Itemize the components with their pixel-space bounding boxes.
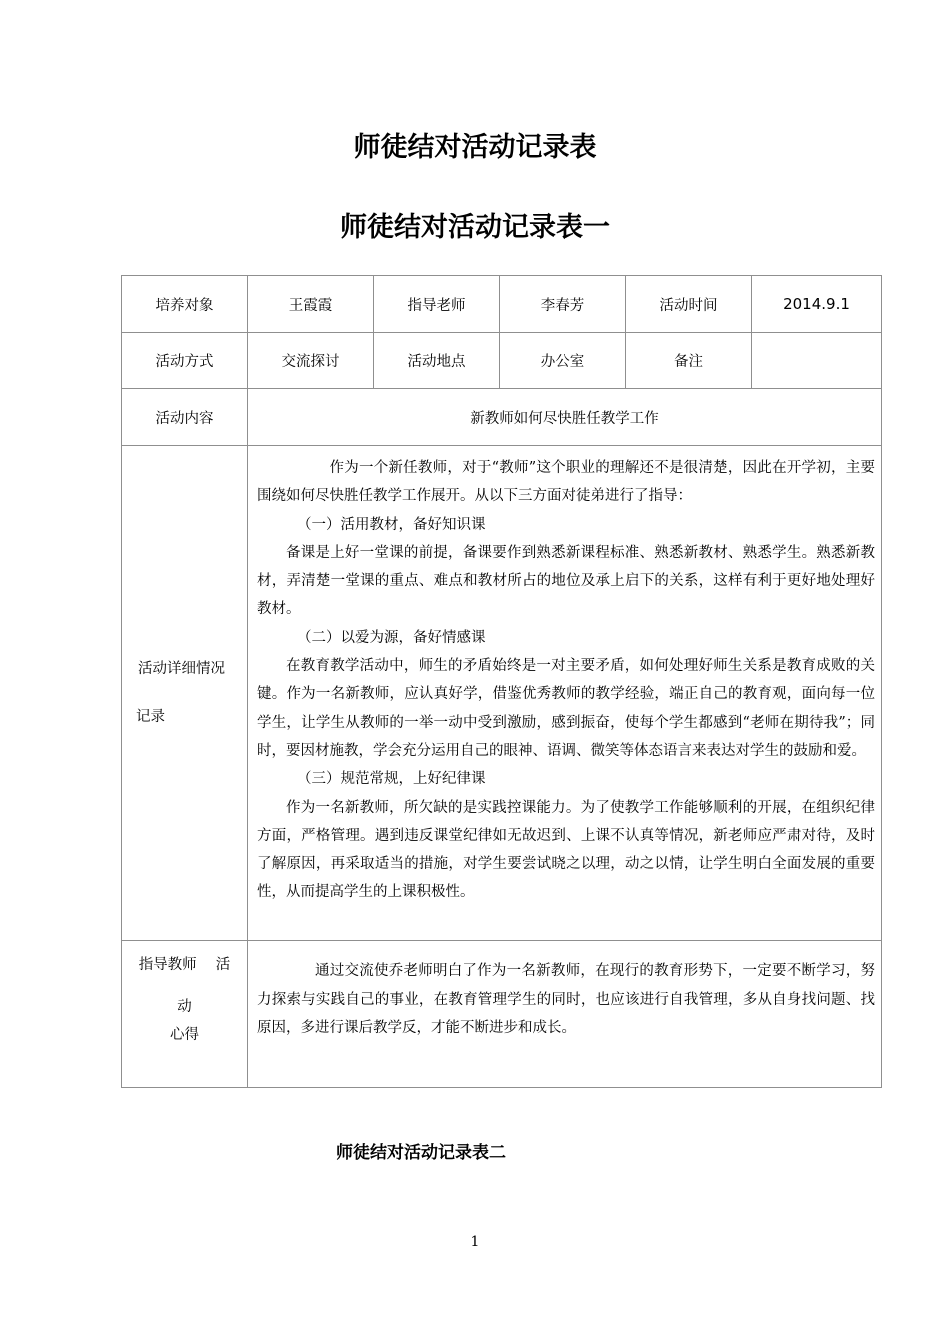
activity-record-table: [121, 275, 882, 1088]
table-row: [122, 333, 882, 389]
record-table-title: 师徒结对活动记录表一: [340, 212, 610, 243]
label-mentor-reflection-line2: 动: [177, 999, 192, 1015]
label-activity-detail: [122, 446, 248, 941]
label-training-target: 培养对象: [122, 276, 248, 333]
value-mentor: 李春芳: [500, 276, 626, 333]
table-row: [122, 941, 882, 1088]
detail-section2-body: 在教育教学活动中，师生的矛盾始终是一对主要矛盾，如何处理好师生关系是教育成败的关键。作为一名新教师，应认真好学，借鉴优秀教师的教学经验，端正自己的教育观，面向每一位学生，让学生从教师的一举一动中受到激励，感到振奋，使每个学生都感到“老师在期待我”；同时，要因材施教，学会充分运用自己的眼神、语调、微笑等体态语言来表达对学生的鼓励和爱。: [257, 658, 875, 759]
mentor-reflection-text: 通过交流使乔老师明白了作为一名新教师，在现行的教育形势下，一定要不断学习，努力探索与实践自己的事业，在教育管理学生的同时，也应该进行自我管理，多从自身找问题、找原因，多进行课后教学反，才能不断进步和成长。: [257, 963, 875, 1036]
value-activity-mode: 交流探讨: [248, 333, 374, 389]
label-activity-place: 活动地点: [374, 333, 500, 389]
table-row: [122, 276, 882, 333]
value-activity-place: 办公室: [500, 333, 626, 389]
label-activity-mode: 活动方式: [122, 333, 248, 389]
page-number: 1: [470, 1234, 480, 1250]
mentor-reflection-body: [248, 941, 882, 1088]
document-title: 师徒结对活动记录表: [353, 132, 597, 163]
table-row: [122, 446, 882, 941]
next-record-table-title: 师徒结对活动记录表二: [336, 1143, 506, 1163]
activity-detail-record: [248, 446, 882, 941]
detail-intro: 作为一个新任教师，对于“教师”这个职业的理解还不是很清楚，因此在开学初，主要围绕如何尽快胜任教学工作展开。从以下三方面对徒弟进行了指导：: [257, 460, 875, 505]
label-activity-content: 活动内容: [122, 389, 248, 446]
value-activity-content: 新教师如何尽快胜任教学工作: [248, 389, 882, 446]
value-training-target: 王霞霞: [248, 276, 374, 333]
detail-section3-body: 作为一名新教师，所欠缺的是实践控课能力。为了使教学工作能够顺利的开展，在组织纪律方面，严格管理。遇到违反课堂纪律如无故迟到、上课不认真等情况，新老师应严肃对待，及时了解原因，再采取适当的措施，对学生要尝试晓之以理，动之以情，让学生明白全面发展的重要性，从而提高学生的上课积极性。: [257, 799, 875, 901]
value-activity-time: 2014.9.1: [752, 276, 882, 333]
detail-section3-title: （三）规范常规，上好纪律课: [297, 771, 486, 788]
label-activity-detail-line1: 活动详细情况: [138, 661, 225, 677]
label-mentor-reflection-line3: 心得: [170, 1027, 199, 1043]
detail-section1-body: 备课是上好一堂课的前提，备课要作到熟悉新课程标准、熟悉新教材、熟悉学生。熟悉新教材，弄清楚一堂课的重点、难点和教材所占的地位及承上启下的关系，这样有利于更好地处理好教材。: [257, 544, 875, 618]
label-mentor: 指导老师: [374, 276, 500, 333]
label-activity-detail-line2: 记录: [136, 709, 165, 725]
value-note: [752, 333, 882, 389]
label-activity-time: 活动时间: [626, 276, 752, 333]
table-row: [122, 389, 882, 446]
label-mentor-reflection-line1: 指导教师 活: [138, 957, 231, 973]
detail-section2-title: （二）以爱为源，备好情感课: [297, 629, 486, 646]
detail-section1-title: （一）活用教材，备好知识课: [297, 516, 486, 533]
label-note: 备注: [626, 333, 752, 389]
label-mentor-reflection: [122, 941, 248, 1088]
